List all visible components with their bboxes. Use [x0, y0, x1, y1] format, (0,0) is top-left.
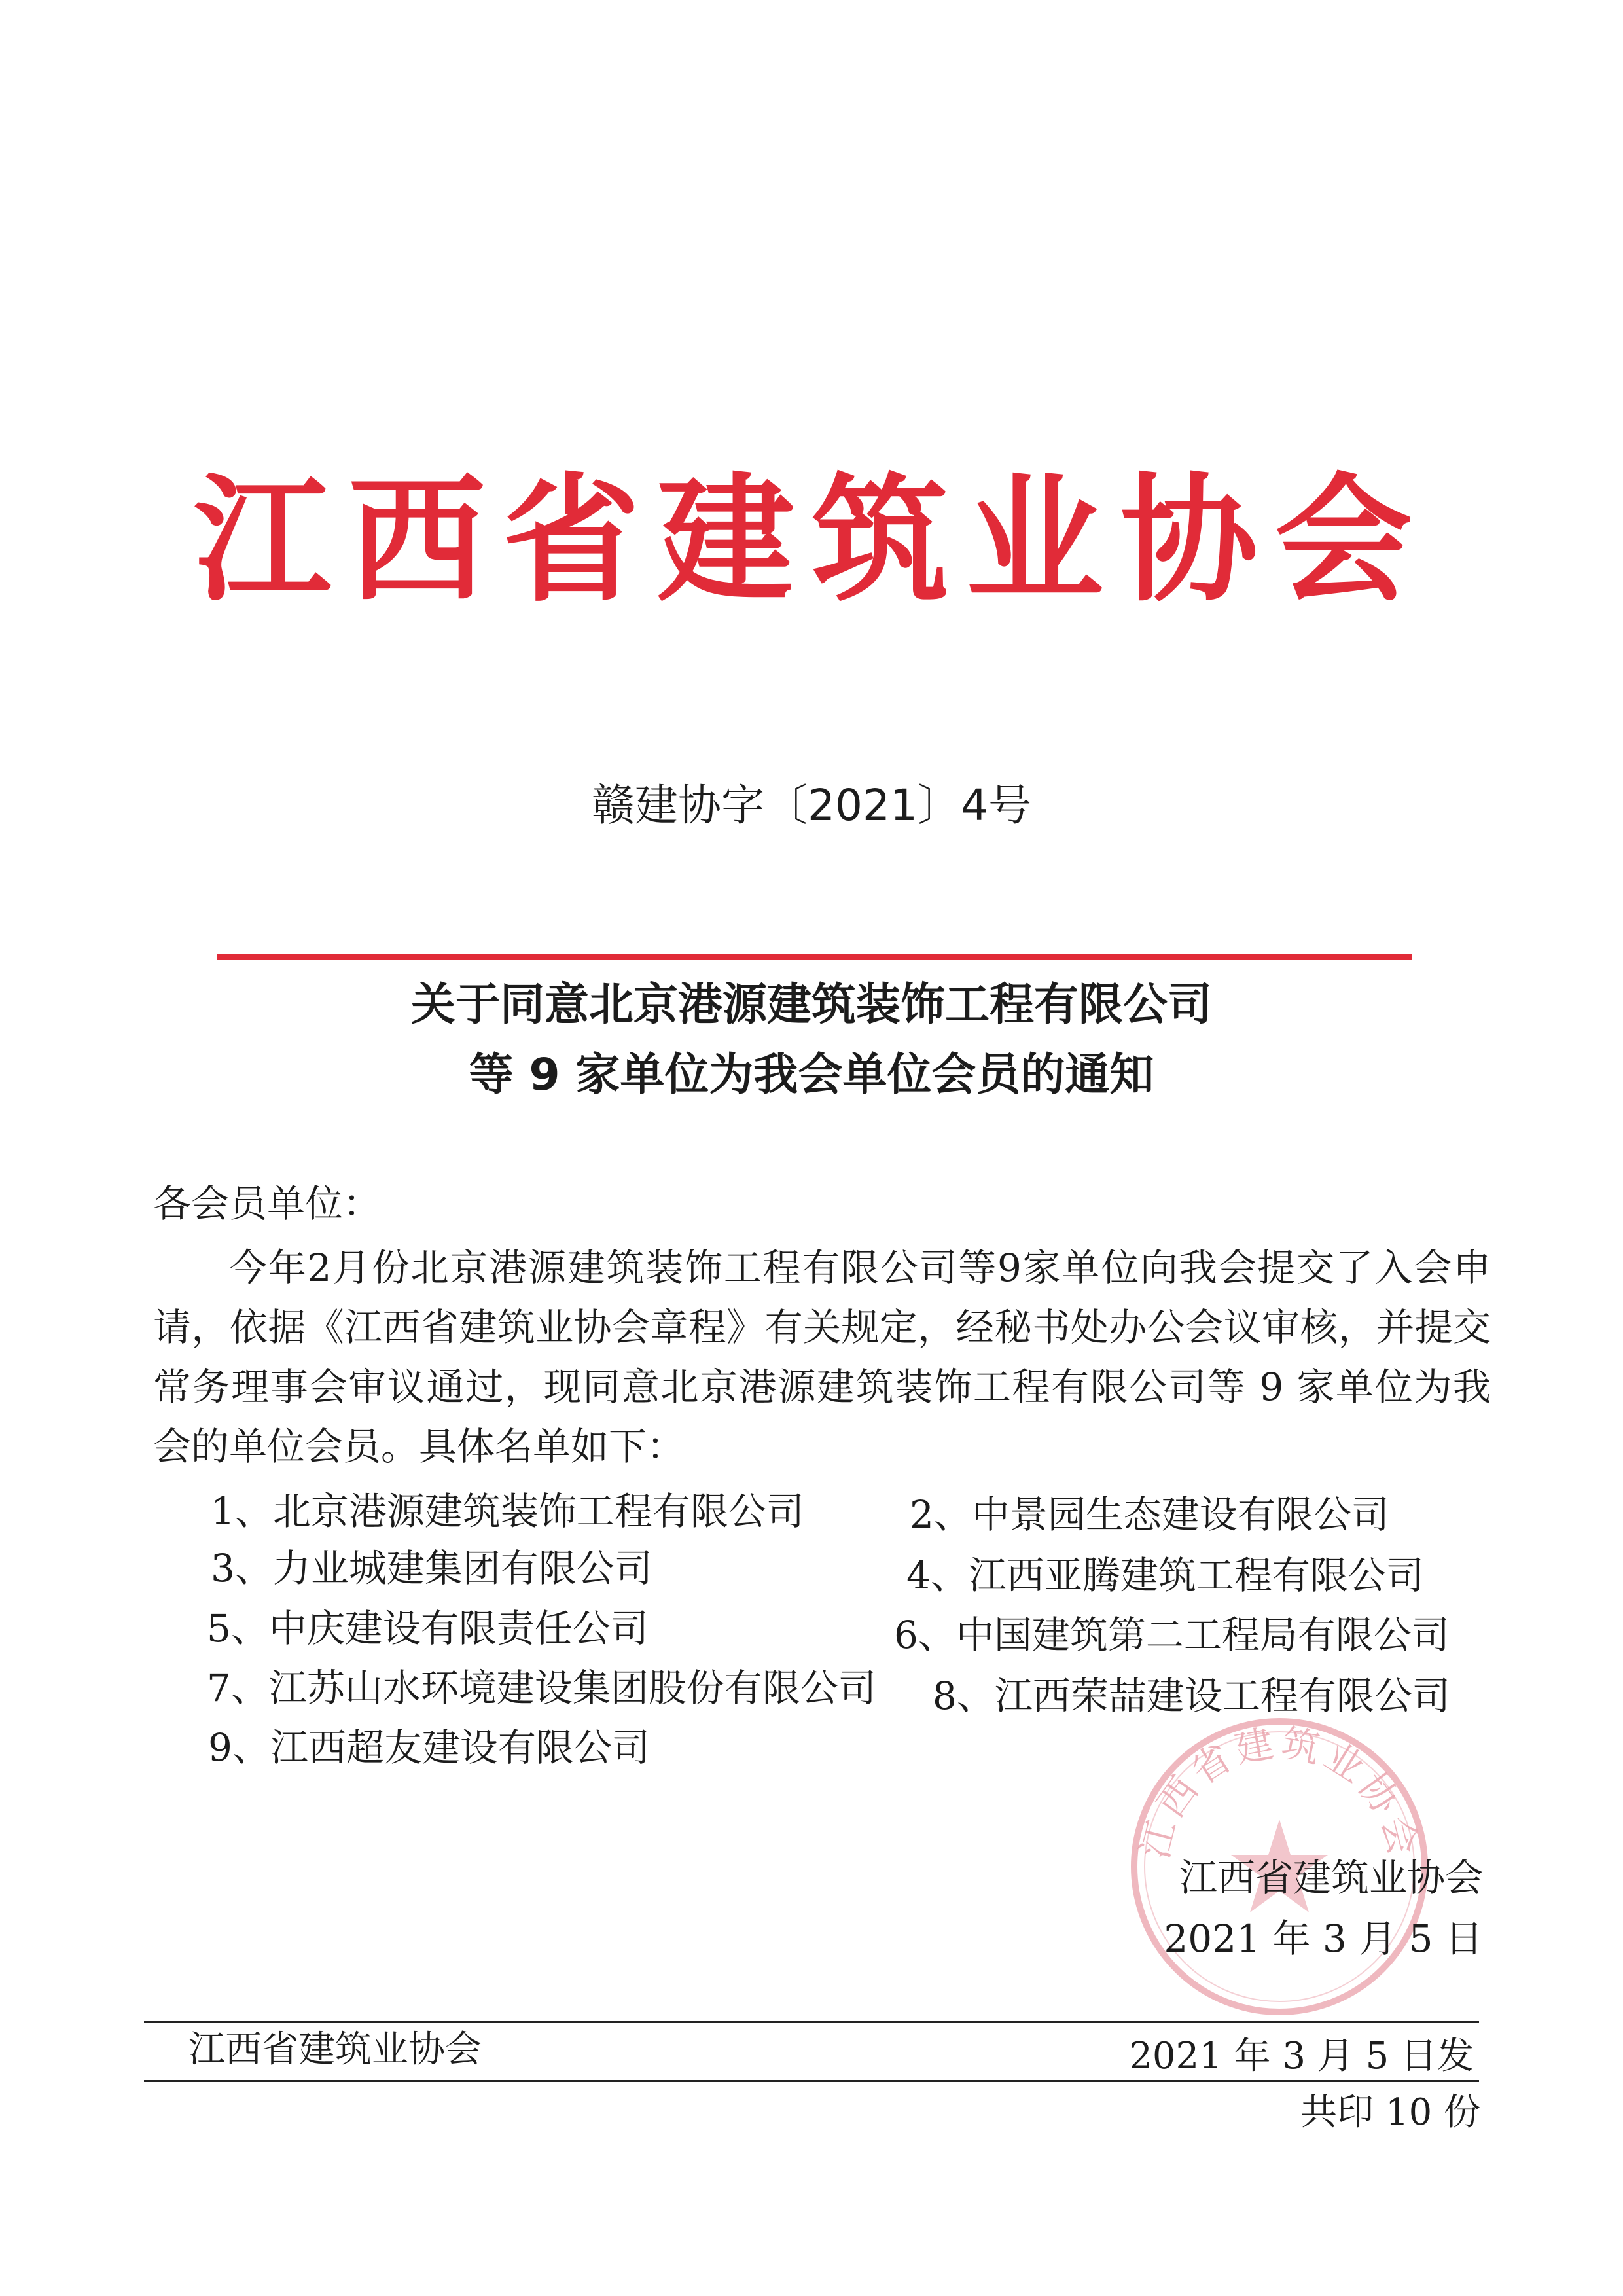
member-item: 3、力业城建集团有限公司: [211, 1546, 652, 1590]
footer-rule-top: [144, 2021, 1479, 2023]
title-line-1: 关于同意北京港源建筑装饰工程有限公司: [410, 979, 1212, 1031]
body-paragraph: 今年2月份北京港源建筑装饰工程有限公司等9家单位向我会提交了入会申请，依据《江西省建筑业协会章程》有关规定，经秘书处办公会议审核，并提交常务理事会审议通过，现同意北京港源建筑装饰工程有限公司等 9 家单位为我会的单位会员。具体名单如下：: [153, 1246, 1491, 1469]
member-item: 9、江西超友建设有限公司: [208, 1725, 650, 1770]
member-item: 2、中景园生态建设有限公司: [910, 1492, 1389, 1537]
header-divider: [217, 954, 1412, 960]
title-line-2: 等 9 家单位为我会单位会员的通知: [469, 1049, 1154, 1101]
document-number: 赣建协字〔2021〕4号: [592, 780, 1031, 831]
salutation: 各会员单位：: [153, 1181, 382, 1226]
member-item: 1、北京港源建筑装饰工程有限公司: [211, 1489, 804, 1534]
member-item: 4、江西亚腾建筑工程有限公司: [906, 1553, 1424, 1598]
signature-date: 2021 年 3 月 5 日: [1164, 1916, 1483, 1961]
member-item: 8、江西荣喆建设工程有限公司: [933, 1674, 1450, 1718]
footer-copies: 共印 10 份: [1300, 2091, 1480, 2134]
footer-issue-date: 2021 年 3 月 5 日发: [1129, 2035, 1474, 2077]
member-item: 7、江苏山水环境建设集团股份有限公司: [207, 1666, 876, 1710]
footer-rule-bottom: [144, 2080, 1479, 2082]
seal-text: 江西省建筑业协会: [1132, 1720, 1427, 1863]
member-item: 5、中庆建设有限责任公司: [207, 1606, 649, 1651]
signature-organization: 江西省建筑业协会: [1179, 1856, 1483, 1900]
member-item: 6、中国建筑第二工程局有限公司: [894, 1613, 1450, 1657]
organization-header: 江西省建筑业协会: [193, 459, 1429, 620]
footer-organization: 江西省建筑业协会: [188, 2028, 482, 2071]
